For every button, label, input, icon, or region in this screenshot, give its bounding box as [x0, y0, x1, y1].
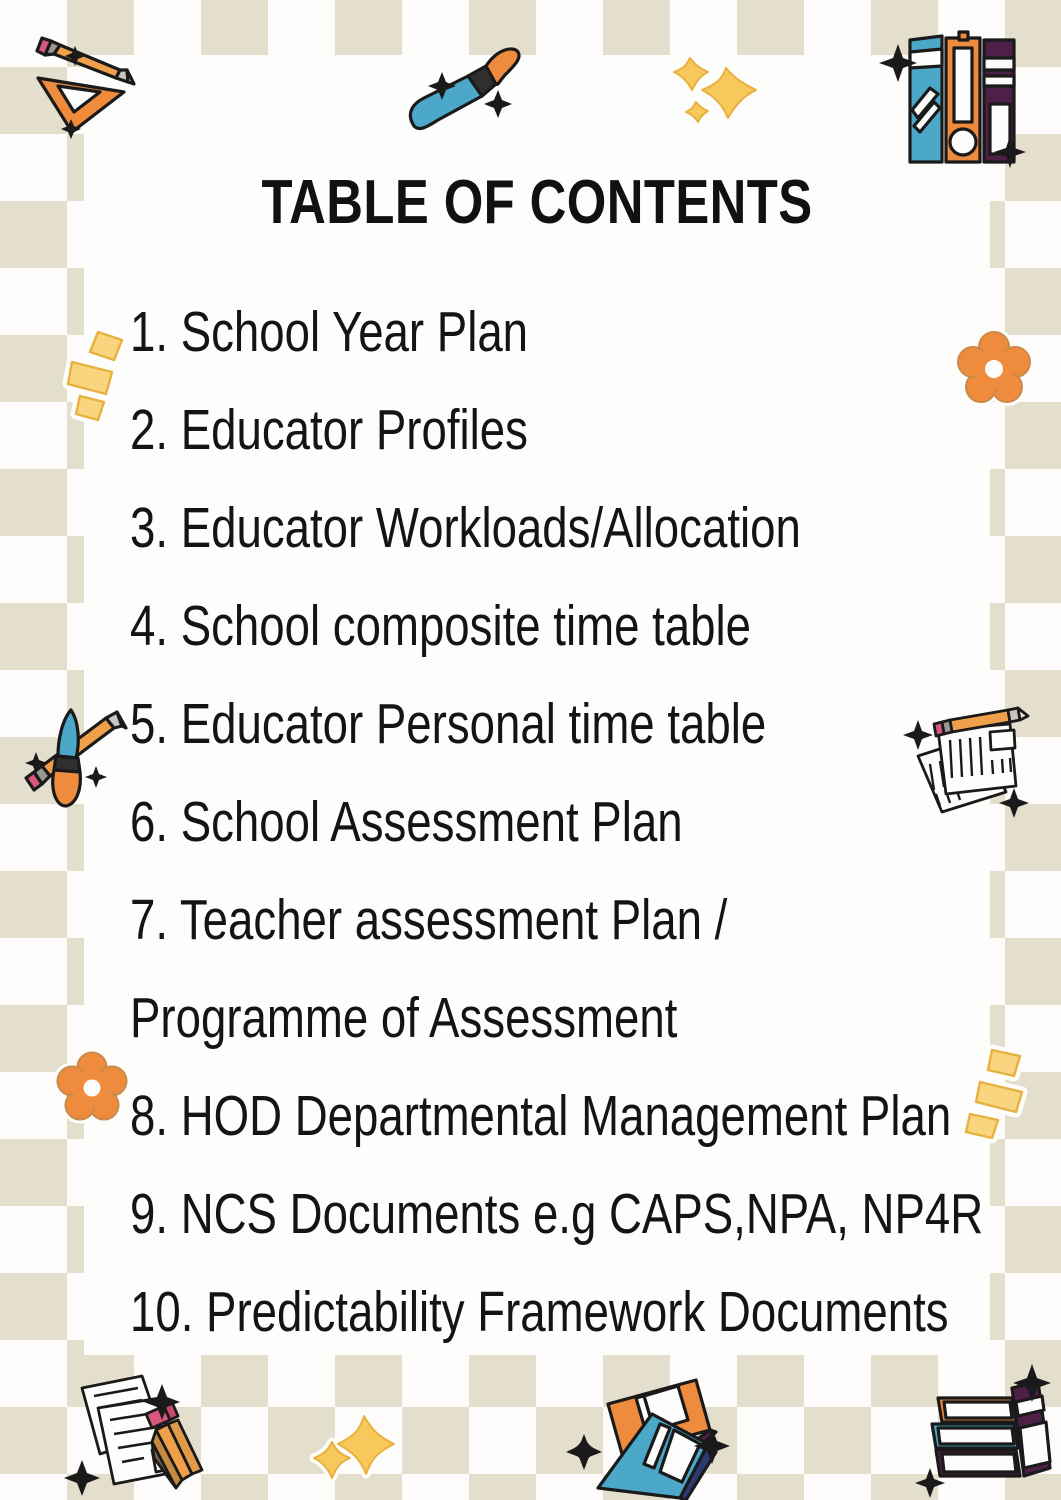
- documents-with-pencil-icon: [64, 1362, 206, 1500]
- folders-icon: [578, 1372, 730, 1500]
- table-of-contents-list: [130, 283, 990, 1361]
- gold-dashes-icon: [52, 322, 144, 424]
- toc-item-3: 3. Educator Workloads/Allocation: [130, 496, 801, 560]
- gold-sparkles-icon: [312, 1402, 404, 1490]
- page-title: TABLE OF CONTENTS: [261, 168, 813, 237]
- gold-dashes-icon: [962, 1042, 1050, 1142]
- toc-item-4: 4. School composite time table: [130, 594, 751, 658]
- toc-item-7-line1: 7. Teacher assessment Plan /: [130, 888, 728, 952]
- toc-item-7-line2: Programme of Assessment: [130, 986, 678, 1050]
- toc-item-5: 5. Educator Personal time table: [130, 692, 767, 756]
- toc-item-1: 1. School Year Plan: [130, 300, 529, 364]
- crossed-brush-and-pencil-icon: [14, 694, 136, 810]
- paintbrush-icon: [402, 42, 524, 147]
- ring-binders-icon: [880, 22, 1028, 180]
- orange-flower-icon: [955, 330, 1033, 408]
- stack-of-books-icon: [916, 1358, 1056, 1500]
- pencil-and-triangle-ruler-icon: [24, 30, 146, 138]
- toc-item-2: 2. Educator Profiles: [130, 398, 528, 462]
- content-card: [84, 55, 990, 1355]
- toc-item-8: 8. HOD Departmental Management Plan: [130, 1084, 952, 1148]
- toc-item-9: 9. NCS Documents e.g CAPS,NPA, NP4R: [130, 1182, 984, 1246]
- orange-flower-icon: [54, 1050, 130, 1126]
- papers-with-pencil-icon: [898, 694, 1030, 820]
- toc-item-10: 10. Predictability Framework Documents: [130, 1280, 949, 1344]
- gold-sparkles-icon: [660, 36, 772, 140]
- toc-item-6: 6. School Assessment Plan: [130, 790, 683, 854]
